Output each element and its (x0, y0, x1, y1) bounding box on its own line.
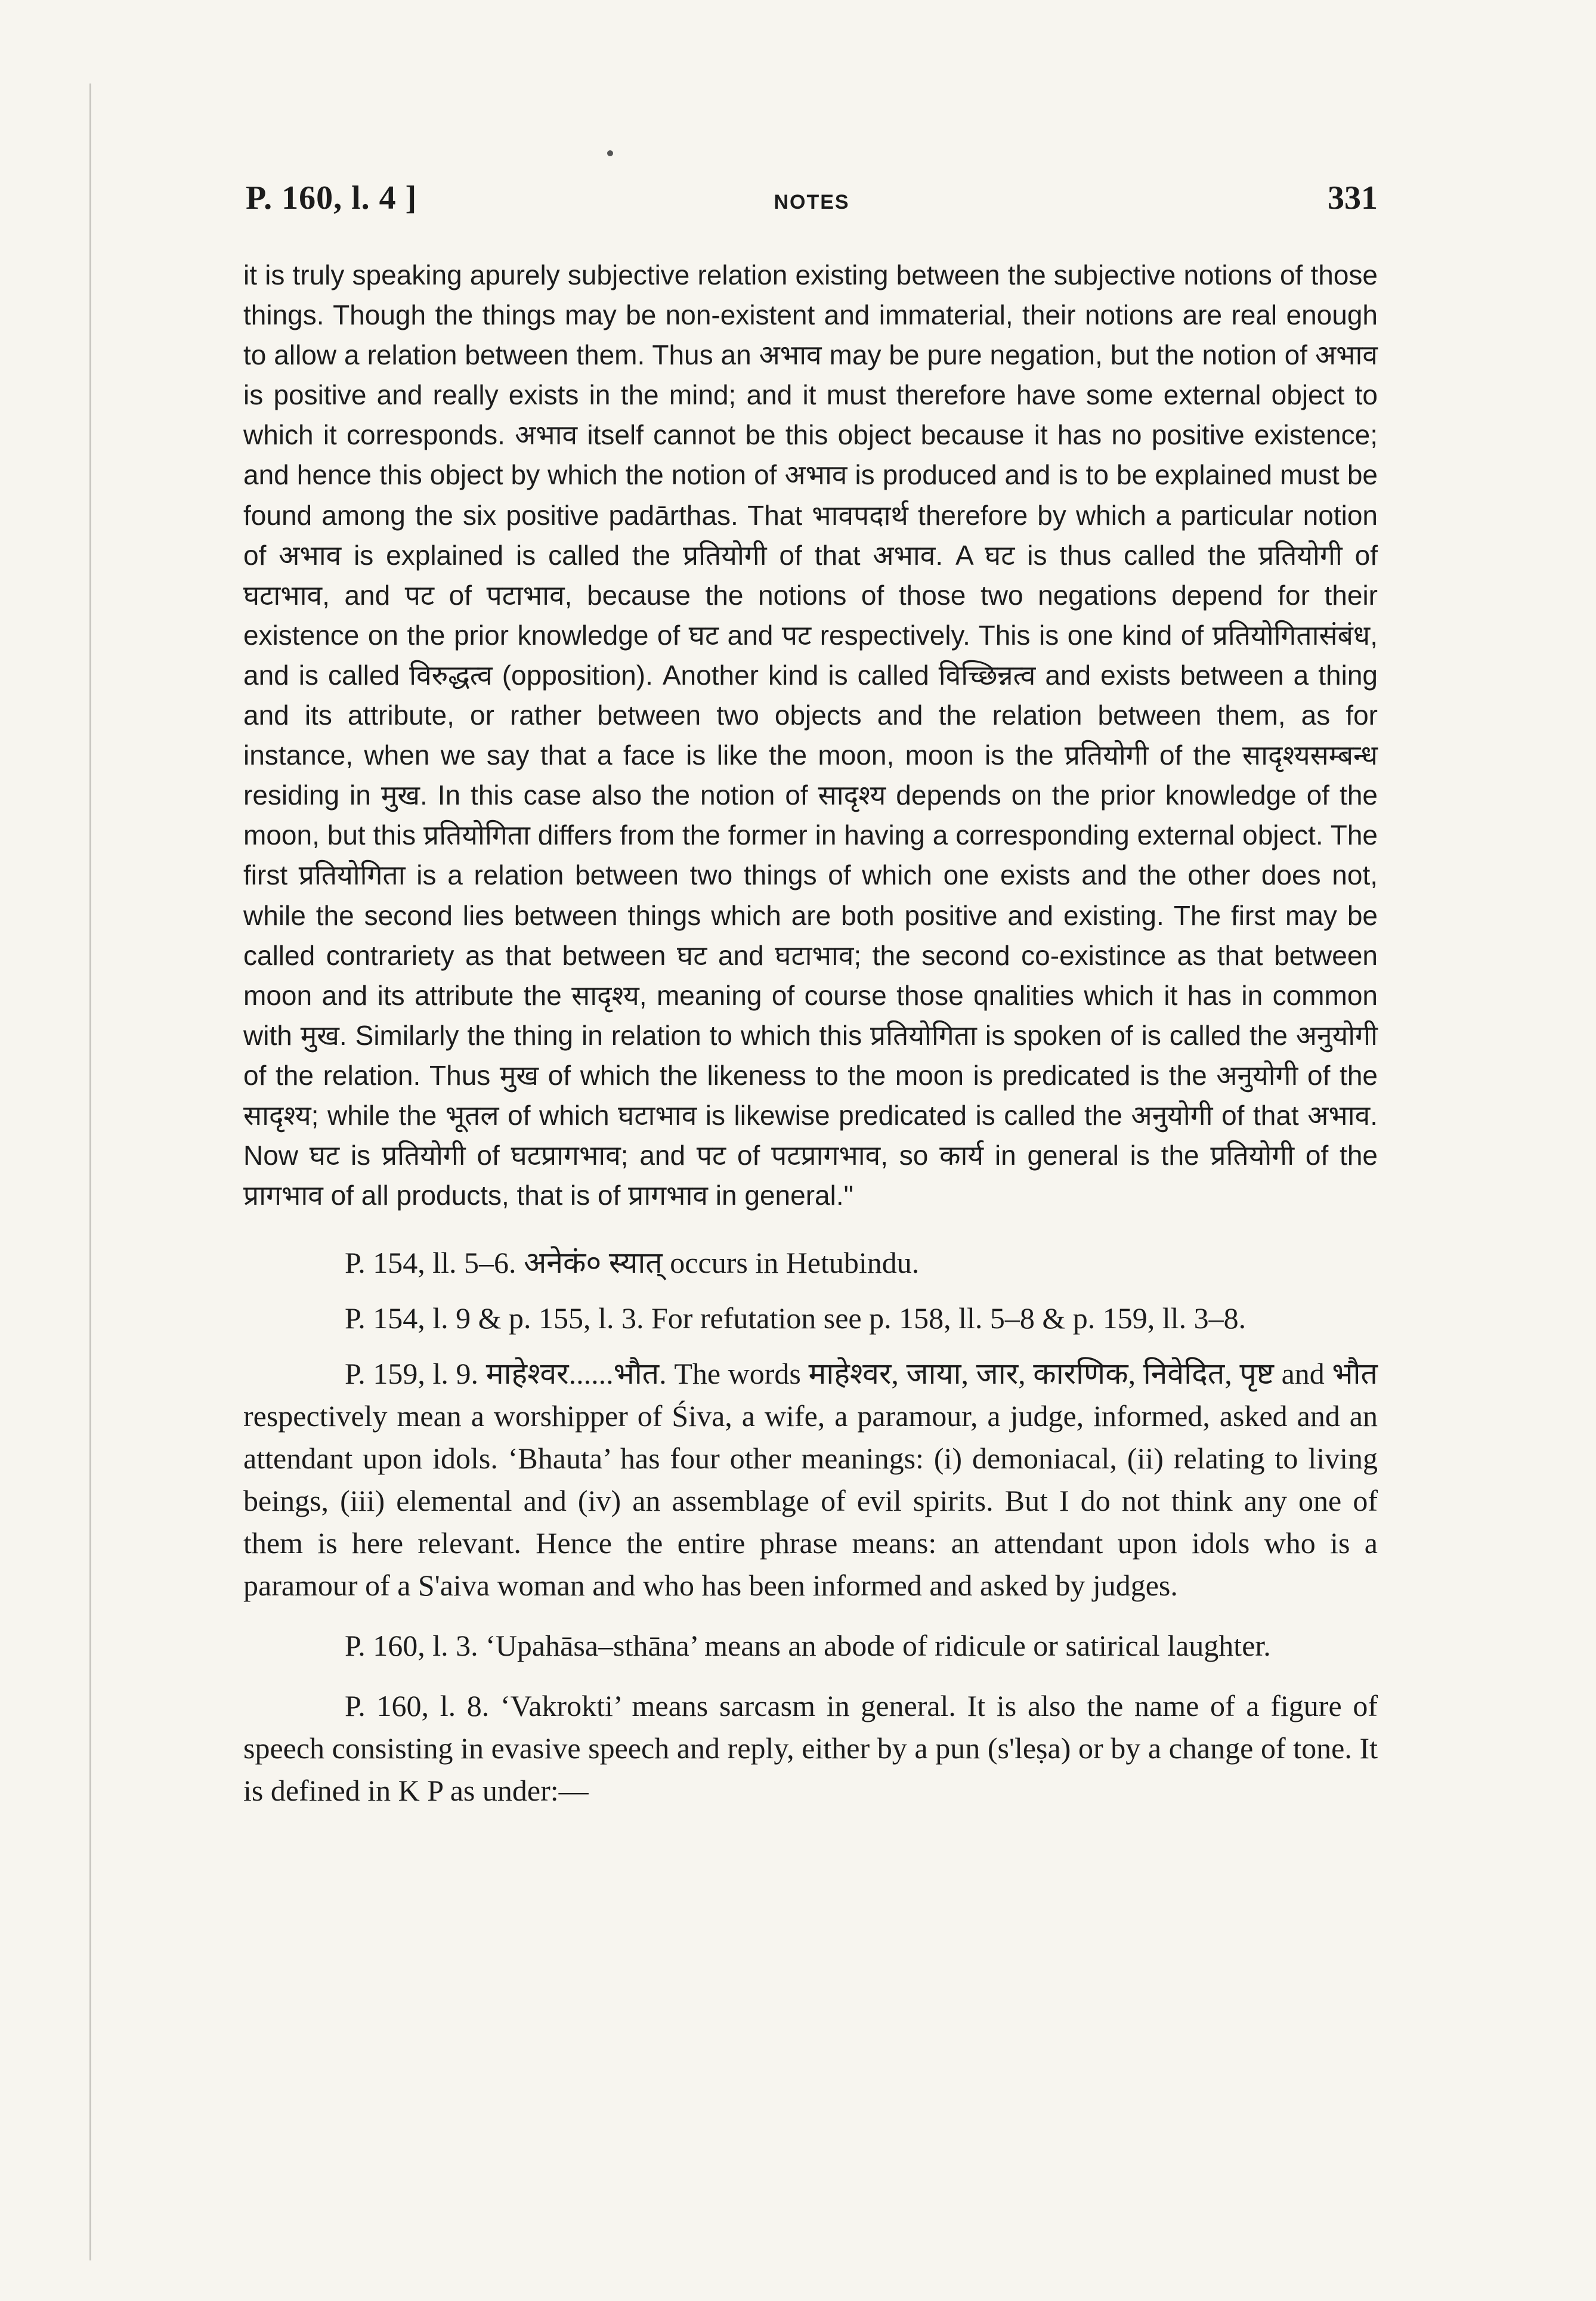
note-reference: P. 154, l. 9 & p. 155, l. 3. (345, 1301, 644, 1335)
page-number: 331 (1328, 180, 1378, 217)
note-item (243, 1625, 1378, 1667)
note-item (243, 1685, 1378, 1812)
note-text: ‘Vakrokti’ means sarcasm in general. It is also the name of a figure of speech consisting in evasive speech and reply, either by a pun (s'leṣa) or by a change of tone. It is defined in K P as under:— (243, 1689, 1378, 1808)
note-text: For refutation see p. 158, ll. 5–8 & p. 159, ll. 3–8. (651, 1301, 1247, 1335)
note-text: अनेकं० स्यात् occurs in Hetubindu. (524, 1246, 920, 1280)
note-item (243, 1297, 1378, 1340)
note-item (243, 1353, 1378, 1607)
quoted-paragraph: it is truly speaking apurely subjective relation existing between the subjective notions of those things. Though the things may be non-existent and immaterial, their notions are real enough to allow a relation between them. Thus an अभाव may be pure negation, but the notion of अभाव is positive and really exists in the mind; and it must therefore have some external object to which it corresponds. अभाव itself cannot be this object because it has no positive existence; and hence this object by which the notion of अभाव is produced and is to be explained must be found among the six positive padārthas. That भावपदार्थ therefore by which a particular notion of अभाव is explained is called the प्रतियोगी of that अभाव. A घट is thus called the प्रतियोगी of घटाभाव, and पट of पटाभाव, because the notions of those two negations depend for their existence on the prior knowledge of घट and पट respectively. This is one kind of प्रतियोगितासंबंध, and is called विरुद्धत्व (opposition). Another kind is called विच्छिन्नत्व and exists between a thing and its attribute, or rather between two objects and the relation between them, as for instance, when we say that a face is like the moon, moon is the प्रतियोगी of the सादृश्यसम्बन्ध residing in मुख. In this case also the notion of सादृश्य depends on the prior knowledge of the moon, but this प्रतियोगिता differs from the former in having a corresponding external object. The first प्रतियोगिता is a relation between two things of which one exists and the other does not, while the second lies between things which are both positive and existing. The first may be called contrariety as that between घट and घटाभाव; the second co-existince as that between moon and its attribute the सादृश्य, meaning of course those qnalities which it has in common with मुख. Similarly the thing in relation to which this प्रतियोगिता is spoken of is called the अनुयोगी of the relation. Thus मुख of which the likeness to the moon is predicated is the अनुयोगी of the सादृश्य; while the भूतल of which घटाभाव is likewise predicated is called the अनुयोगी of that अभाव. Now घट is प्रतियोगी of घटप्रागभाव; and पट of पटप्रागभाव, so कार्य in general is the प्रतियोगी of the प्रागभाव of all products, that is of प्रागभाव in general." (243, 259, 1378, 1211)
ink-speck (607, 150, 613, 156)
note-text: ‘Upahāsa–sthāna’ means an abode of ridicule or satirical laughter. (485, 1629, 1271, 1663)
note-text: माहेश्वर......भौत. The words माहेश्वर, जाया, जार, कारणिक, निवेदित, पृष्ट and भौत respectively mean a worshipper of Śiva, a wife, a paramour, a judge, informed, asked and an attendant upon idols. ‘Bhauta’ has four other meanings: (i) demoniacal, (ii) relating to living beings, (iii) elemental and (iv) an assemblage of evil spirits. But I do not think any one of them is here relevant. Hence the entire phrase means: an attendant upon idols who is a paramour of a S'aiva woman and who has been informed and asked by judges. (243, 1357, 1378, 1603)
note-reference: P. 160, l. 8. (345, 1689, 490, 1723)
binding-edge (89, 83, 91, 2260)
header-title: NOTES (774, 191, 850, 214)
note-reference: P. 159, l. 9. (345, 1357, 479, 1391)
note-item (243, 1242, 1378, 1284)
note-reference: P. 154, ll. 5–6. (345, 1246, 516, 1280)
page-body (243, 255, 1378, 1812)
running-header (246, 179, 1378, 233)
note-reference: P. 160, l. 3. (345, 1629, 478, 1663)
header-reference: P. 160, l. 4 ] (246, 180, 417, 217)
